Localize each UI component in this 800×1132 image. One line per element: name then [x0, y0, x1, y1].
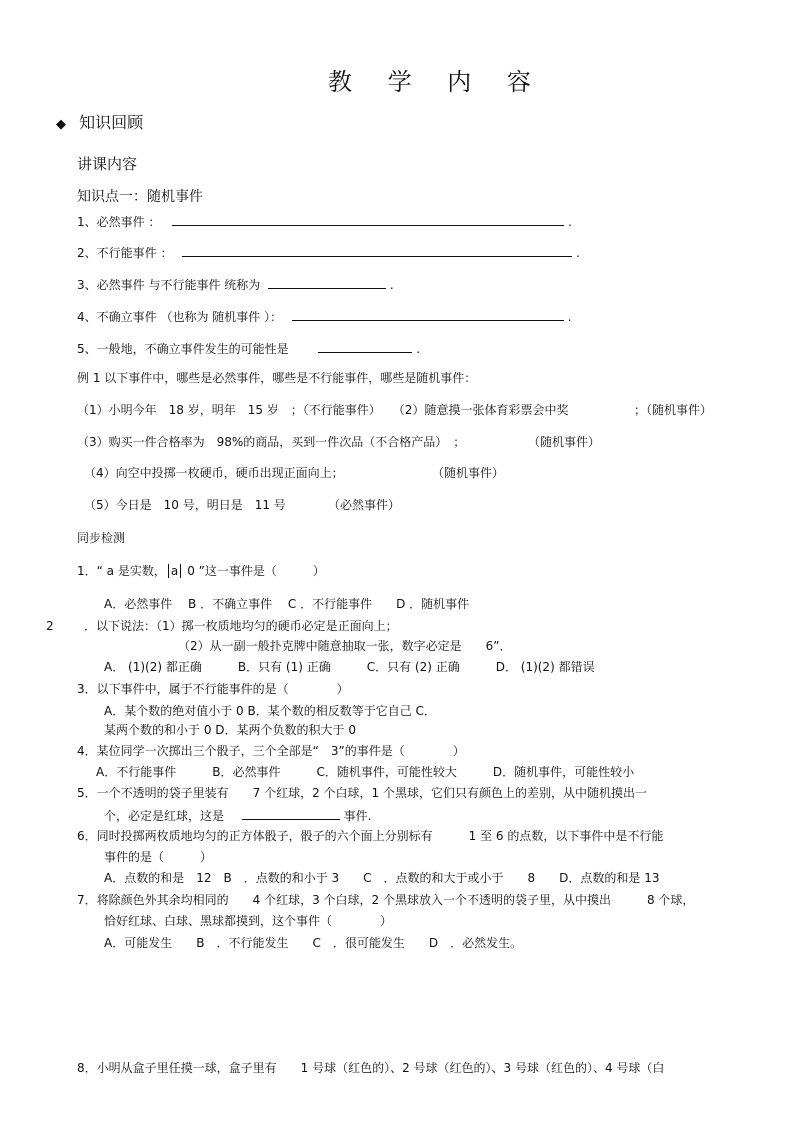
question-2-options: A． (1)(2) 都正确 B．只有 (1) 正确 C．只有 (2) 正确 D． (1)(2) 都错误 — [104, 660, 595, 674]
definition-4: 4、不确立事件 （也称为 随机事件 ）： . — [77, 310, 572, 324]
question-6-line-2: 事件的是（ ） — [104, 850, 213, 864]
example-1-item-5-answer: （必然事件） — [328, 498, 401, 512]
question-4-options: A．不行能事件 B．必然事件 C．随机事件，可能性较大 D．随机事件，可能性较小 — [96, 765, 635, 779]
sync-heading: 同步检测 — [77, 531, 126, 545]
example-1-item-3-answer: （随机事件） — [528, 435, 601, 449]
section-heading — [56, 113, 143, 135]
question-3: 3．以下事件中，属于不行能事件的是（ ） — [77, 682, 349, 696]
question-3-options-a-b: A．某个数的绝对值小于 0 B．某个数的相反数等于它自己 C． — [104, 704, 436, 718]
question-6: 6．同时投掷两枚质地均匀的正方体骰子，骰子的六个面上分别标有 1 至 6 的点数，以下事件中是不行能 — [77, 829, 664, 843]
answer-blank — [242, 808, 340, 820]
knowledge-point-heading: 知识点一：随机事件 — [77, 189, 203, 205]
answer-blank — [318, 341, 412, 353]
question-3-options-c-d: 某两个数的和小于 0 D．某两个负数的积大于 0 — [104, 723, 356, 737]
question-2-statement-1: ．以下说法：（1）掷一枚质地均匀的硬币必定是正面向上； — [84, 619, 398, 633]
question-5-line-2: 个，必定是红球，这是 事件. — [104, 809, 372, 823]
page-title: 教 学 内 容 — [328, 68, 545, 96]
example-1-item-3: （3）购买一件合格率为 98%的商品，买到一件次品（不合格产品） ； — [77, 435, 466, 449]
question-8: 8．小明从盒子里任摸一球，盒子里有 1 号球（红色的）、2 号球（红色的）、3 号球（红色的）、4 号球（白 — [77, 1061, 665, 1075]
question-1: 1．“ a 是实数， a 0 ”这一事件是（ ） — [77, 564, 325, 578]
question-6-options: A．点数的和是 12 B ．点数的和小于 3 C ．点数的和大于或小于 8 D．点数的和是 13 — [104, 871, 660, 885]
answer-blank — [292, 309, 564, 321]
definition-5: 5、一般地，不确立事件发生的可能性是 . — [77, 342, 421, 356]
answer-blank — [172, 214, 564, 226]
question-2-statement-2: （2）从一副一般扑克牌中随意抽取一张，数字必定是 6”． — [178, 639, 512, 653]
question-2-number: 2 — [46, 619, 54, 633]
question-4: 4．某位同学一次掷出三个骰子，三个全部是“ 3”的事件是（ ） — [77, 744, 465, 758]
example-1-item-1-2: （1）小明今年 18 岁，明年 15 岁 ；（不行能事件） （2）随意摸一张体育彩票会中奖 — [77, 403, 569, 417]
question-7-line-2: 恰好红球、白球、黑球都摸到，这个事件（ ） — [104, 914, 393, 928]
absolute-value: a — [168, 564, 181, 578]
example-1-intro: 例 1 以下事件中，哪些是必然事件，哪些是不行能事件，哪些是随机事件： — [77, 371, 477, 385]
question-1-options: A．必然事件 B ．不确立事件 C ．不行能事件 D ．随机事件 — [104, 597, 470, 611]
answer-blank — [268, 277, 386, 289]
question-5: 5．一个不透明的袋子里装有 7 个红球，2 个白球，1 个黑球，它们只有颜色上的差别，从中随机摸出一 — [77, 786, 647, 800]
example-1-item-5: （5）今日是 10 号，明日是 11 号 — [84, 498, 286, 512]
example-1-item-4-answer: （随机事件） — [432, 466, 505, 480]
example-1-item-2-answer: ；（随机事件） — [634, 403, 713, 417]
question-7: 7．将除颜色外其余均相同的 4 个红球，3 个白球，2 个黑球放入一个不透明的袋子里，从中摸出 8 个球， — [77, 893, 695, 907]
definition-1: 1、必然事件 ： . — [77, 215, 572, 229]
definition-2: 2、不行能事件 ： . — [77, 246, 580, 260]
answer-blank — [182, 245, 572, 257]
diamond-bullet-icon: ◆ — [56, 117, 66, 132]
question-7-options: A．可能发生 B ．不行能发生 C ．很可能发生 D ．必然发生。 — [104, 936, 523, 950]
definition-3: 3、必然事件 与不行能事件 统称为 . — [77, 278, 394, 292]
lecture-heading: 讲课内容 — [77, 155, 138, 173]
section-label: 知识回顾 — [79, 113, 144, 132]
example-1-item-4: （4）向空中投掷一枚硬币，硬币出现正面向上； — [84, 466, 344, 480]
